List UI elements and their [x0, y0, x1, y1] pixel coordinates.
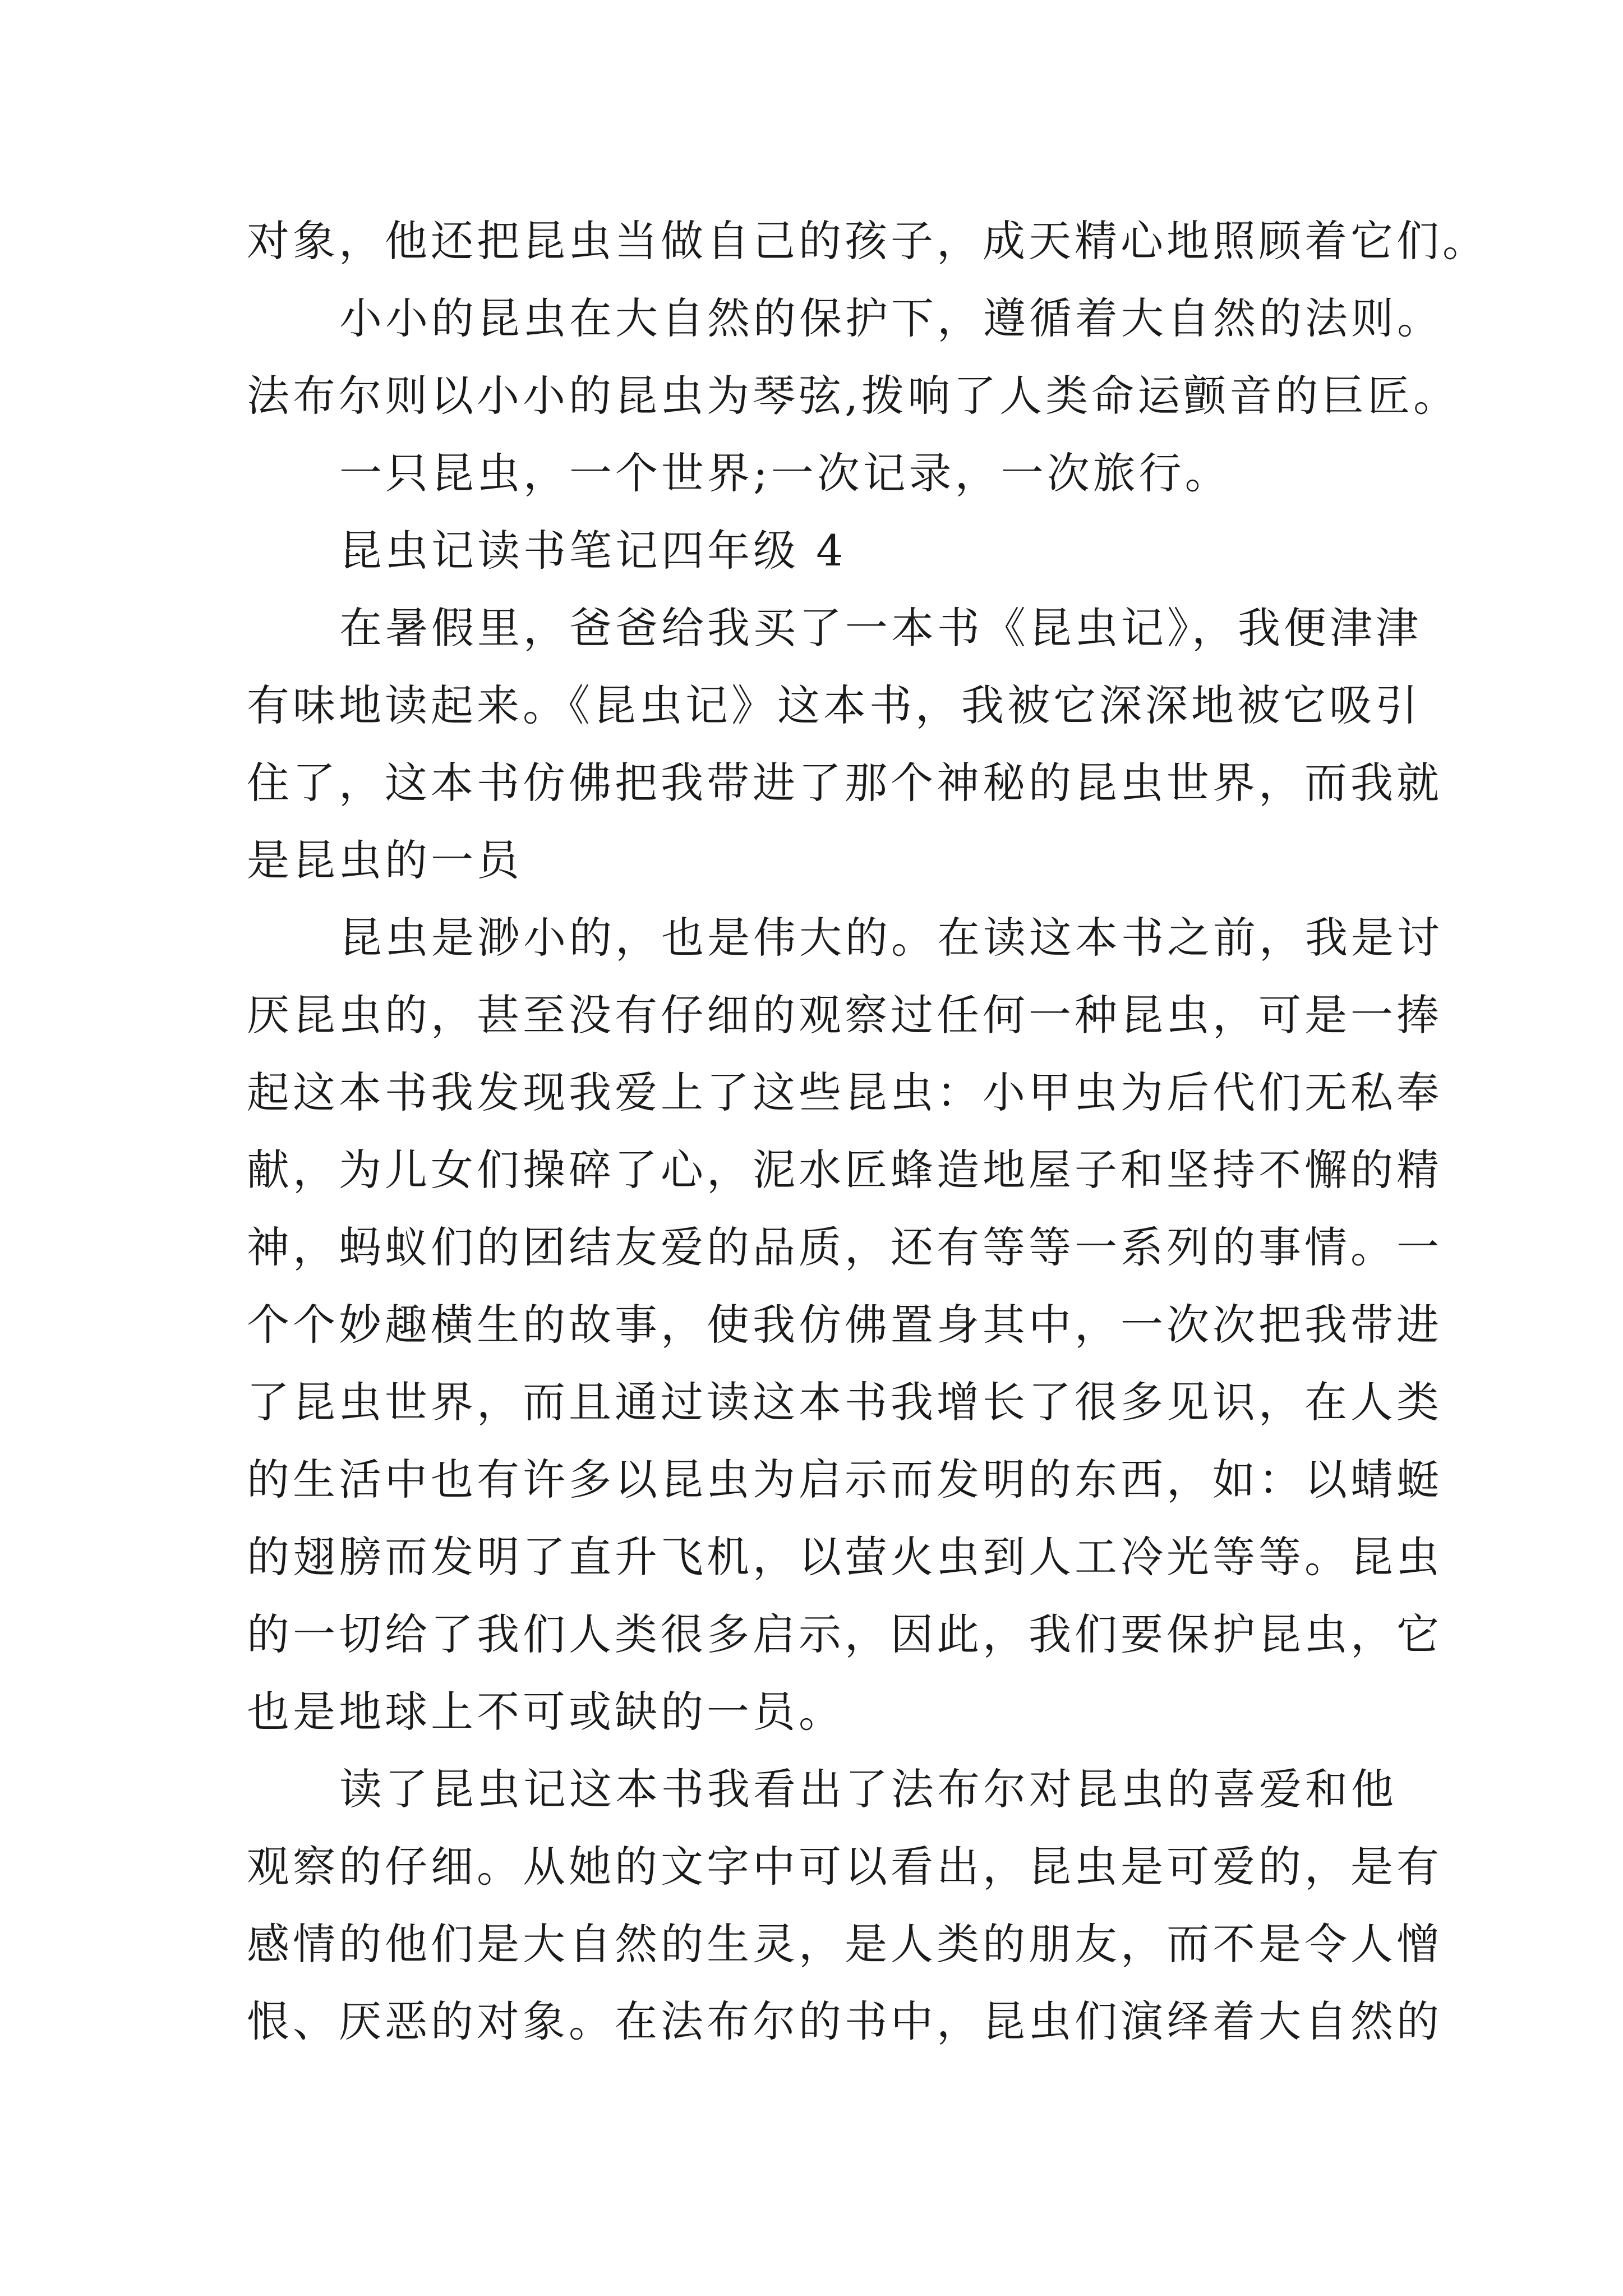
- text-line: 小小的昆虫在大自然的保护下，遵循着大自然的法则。: [339, 293, 1443, 343]
- text-line: 神，蚂蚁们的团结友爱的品质，还有等等一系列的事情。一: [247, 1222, 1442, 1272]
- text-line: 是昆虫的一员: [247, 835, 523, 885]
- text-line: 有味地读起来。《昆虫记》这本书，我被它深深地被它吸引: [247, 680, 1421, 730]
- text-line: 对象，他还把昆虫当做自己的孩子，成天精心地照顾着它们。: [247, 216, 1488, 266]
- text-line: 住了，这本书仿佛把我带进了那个神秘的昆虫世界，而我就: [247, 758, 1442, 808]
- text-line: 献，为儿女们操碎了心，泥水匠蜂造地屋子和坚持不懈的精: [247, 1145, 1442, 1195]
- text-line: 感情的他们是大自然的生灵，是人类的朋友，而不是令人憎: [247, 1919, 1442, 1969]
- text-line: 法布尔则以小小的昆虫为琴弦,拨响了人类命运颤音的巨匠。: [247, 371, 1460, 421]
- text-line: 一只昆虫，一个世界;一次记录，一次旅行。: [339, 448, 1231, 498]
- text-line: 的生活中也有许多以昆虫为启示而发明的东西，如：以蜻蜓: [247, 1455, 1442, 1504]
- text-line: 的翅膀而发明了直升飞机，以萤火虫到人工冷光等等。昆虫: [247, 1532, 1442, 1582]
- text-line: 恨、厌恶的对象。在法布尔的书中，昆虫们演绎着大自然的: [247, 1996, 1442, 2046]
- text-line: 的一切给了我们人类很多启示，因此，我们要保护昆虫，它: [247, 1609, 1442, 1659]
- text-line: 读了昆虫记这本书我看出了法布尔对昆虫的喜爱和他: [339, 1764, 1397, 1814]
- text-line: 厌昆虫的，甚至没有仔细的观察过任何一种昆虫，可是一捧: [247, 990, 1442, 1040]
- text-line: 了昆虫世界，而且通过读这本书我增长了很多见识，在人类: [247, 1377, 1442, 1427]
- text-line: 在暑假里，爸爸给我买了一本书《昆虫记》，我便津津: [339, 603, 1422, 653]
- section-heading: 昆虫记读书笔记四年级 4: [339, 526, 847, 576]
- text-line: 昆虫是渺小的，也是伟大的。在读这本书之前，我是讨: [339, 913, 1443, 963]
- text-line: 个个妙趣横生的故事，使我仿佛置身其中，一次次把我带进: [247, 1300, 1442, 1350]
- text-line: 起这本书我发现我爱上了这些昆虫：小甲虫为后代们无私奉: [247, 1068, 1442, 1117]
- text-line: 观察的仔细。从她的文字中可以看出，昆虫是可爱的，是有: [247, 1842, 1442, 1892]
- text-line: 也是地球上不可或缺的一员。: [247, 1687, 845, 1737]
